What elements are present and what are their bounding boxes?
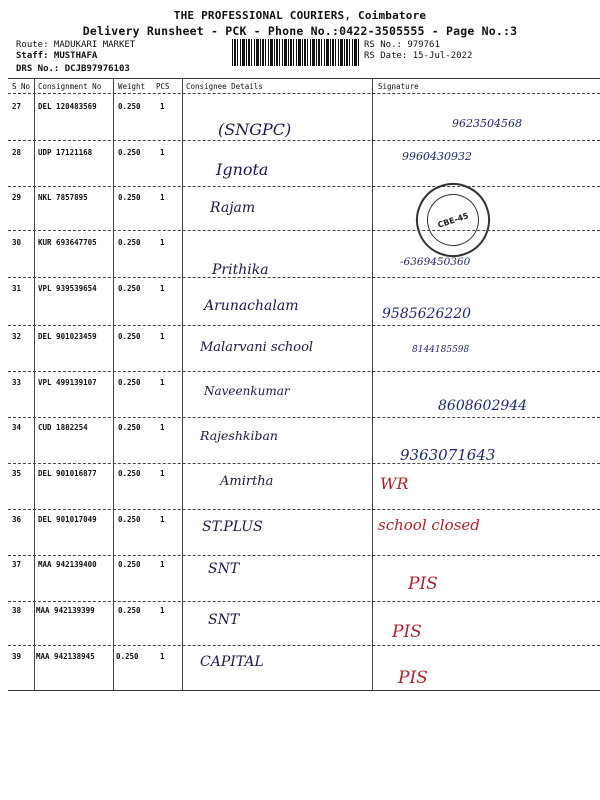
col-header-sno: S No [12, 82, 31, 91]
page-title: THE PROFESSIONAL COURIERS, Coimbatore [173, 9, 427, 22]
row-pcs: 1 [160, 515, 165, 524]
row-sno: 33 [12, 378, 22, 387]
row-sno: 39 [12, 652, 22, 661]
row-signature: 9960430932 [402, 150, 472, 163]
row-sno: 31 [12, 284, 22, 293]
header-rule [8, 93, 600, 94]
row-rule [8, 371, 600, 372]
row-signature: school closed [378, 516, 480, 534]
row-weight: 0.250 [118, 102, 141, 111]
row-weight: 0.250 [118, 238, 141, 247]
row-consignee: ST.PLUS [202, 519, 263, 535]
row-consignee: (SNGPC) [218, 120, 292, 139]
row-consignment: VPL 499139107 [38, 378, 97, 387]
drs-number: DRS No.: DCJB97976103 [16, 64, 130, 74]
row-rule [8, 140, 600, 141]
row-weight: 0.250 [118, 560, 141, 569]
row-rule [8, 325, 600, 326]
row-weight: 0.250 [118, 423, 141, 432]
column-divider [113, 79, 114, 690]
row-weight: 0.250 [118, 606, 141, 615]
column-divider [34, 79, 35, 690]
row-pcs: 1 [160, 652, 165, 661]
delivery-stamp: CBE-45 [406, 173, 499, 266]
row-sno: 30 [12, 238, 22, 247]
col-header-consignment: Consignment No [38, 82, 102, 91]
col-header-signature: Signature [378, 82, 419, 91]
row-signature: 9623504568 [452, 117, 522, 130]
rs-number: RS No.: 979761 [364, 40, 440, 50]
row-sno: 28 [12, 148, 22, 157]
row-signature: PIS [392, 622, 422, 642]
row-signature: 8144185598 [412, 345, 470, 355]
row-pcs: 1 [160, 238, 165, 247]
row-pcs: 1 [160, 148, 165, 157]
row-pcs: 1 [160, 193, 165, 202]
column-divider [372, 79, 373, 690]
row-pcs: 1 [160, 560, 165, 569]
row-consignment: MAA 942139400 [38, 560, 97, 569]
row-weight: 0.250 [118, 284, 141, 293]
row-pcs: 1 [160, 606, 165, 615]
rs-date: RS Date: 15-Jul-2022 [364, 51, 473, 61]
row-weight: 0.250 [118, 378, 141, 387]
row-pcs: 1 [160, 378, 165, 387]
row-consignment: MAA 942139399 [36, 606, 95, 615]
row-consignee: Naveenkumar [204, 384, 290, 398]
row-pcs: 1 [160, 469, 165, 478]
row-pcs: 1 [160, 102, 165, 111]
row-consignment: DEL 901017049 [38, 515, 97, 524]
row-signature: PIS [408, 574, 438, 594]
row-rule [8, 509, 600, 510]
row-consignment: VPL 939539654 [38, 284, 97, 293]
row-sno: 29 [12, 193, 22, 202]
row-rule [8, 601, 600, 602]
row-weight: 0.250 [118, 515, 141, 524]
row-sno: 37 [12, 560, 22, 569]
row-consignee: Ignota [216, 160, 269, 179]
page-subtitle: Delivery Runsheet - PCK - Phone No.:0422-3505555 - Page No.:3 [82, 24, 518, 38]
row-rule [8, 186, 600, 187]
row-consignment: KUR 693647705 [38, 238, 97, 247]
row-rule [8, 555, 600, 556]
row-consignee: Malarvani school [200, 340, 314, 355]
staff-label: Staff: MUSTHAFA [16, 51, 98, 61]
row-consignee: Prithika [212, 262, 269, 278]
row-sno: 35 [12, 469, 22, 478]
column-divider [182, 79, 183, 690]
col-header-consignee: Consignee Details [186, 82, 263, 91]
table-bottom-rule [8, 690, 600, 691]
row-weight: 0.250 [118, 332, 141, 341]
row-sno: 34 [12, 423, 22, 432]
row-weight: 0.250 [118, 148, 141, 157]
row-sno: 32 [12, 332, 22, 341]
row-weight: 0.250 [118, 193, 141, 202]
row-consignment: DEL 120483569 [38, 102, 97, 111]
row-signature: WR [380, 474, 409, 493]
row-pcs: 1 [160, 423, 165, 432]
row-rule [8, 417, 600, 418]
row-pcs: 1 [160, 284, 165, 293]
row-weight: 0.250 [116, 652, 139, 661]
row-rule [8, 230, 600, 231]
row-sno: 36 [12, 515, 22, 524]
row-consignee: Amirtha [220, 474, 274, 489]
row-signature: 9585626220 [382, 306, 472, 322]
route-label: Route: MADUKARI MARKET [16, 40, 136, 50]
barcode [232, 39, 360, 66]
row-rule [8, 645, 600, 646]
row-sno: 38 [12, 606, 22, 615]
row-rule [8, 277, 600, 278]
row-consignment: DEL 901023459 [38, 332, 97, 341]
row-consignee: Arunachalam [204, 298, 299, 314]
row-consignment: DEL 901016877 [38, 469, 97, 478]
col-header-pcs: PCS [156, 82, 170, 91]
row-consignee: SNT [208, 561, 240, 577]
row-consignment: NKL 7857895 [38, 193, 88, 202]
row-pcs: 1 [160, 332, 165, 341]
row-consignee: CAPITAL [200, 654, 264, 670]
row-consignee: Rajeshkiban [200, 428, 278, 443]
row-rule [8, 463, 600, 464]
row-consignment: MAA 942138945 [36, 652, 95, 661]
row-signature: PIS [398, 668, 428, 688]
row-signature: 9363071643 [400, 446, 496, 464]
table-top-rule [8, 78, 600, 79]
row-signature: -6369450360 [400, 256, 471, 268]
row-weight: 0.250 [118, 469, 141, 478]
row-consignee: SNT [208, 612, 240, 628]
row-signature: 8608602944 [438, 398, 528, 414]
row-consignment: UDP 17121168 [38, 148, 93, 157]
row-sno: 27 [12, 102, 22, 111]
row-consignee: Rajam [210, 200, 256, 216]
row-consignment: CUD 1882254 [38, 423, 88, 432]
col-header-weight: Weight [118, 82, 146, 91]
